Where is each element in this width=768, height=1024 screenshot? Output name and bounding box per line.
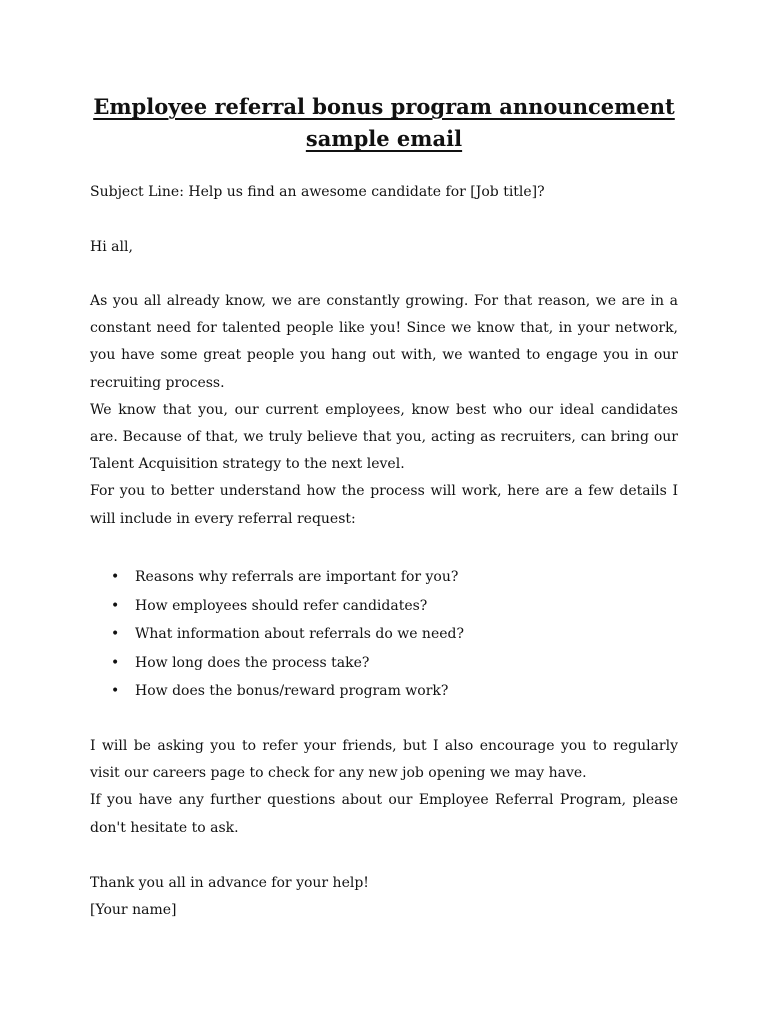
sign-off bbox=[90, 870, 678, 924]
bullet-icon: • bbox=[111, 654, 120, 671]
paragraph-3: For you to better understand how the process will work, here are a few details I will include in every referral request: bbox=[90, 483, 678, 527]
list-item bbox=[90, 620, 678, 649]
list-item bbox=[90, 563, 678, 592]
greeting: Hi all, bbox=[90, 239, 133, 255]
paragraph-1: As you all already know, we are constantly growing. For that reason, we are in a constant need for talented people like you! Since we know that, in your network, you have some great people you hang out with, we wanted to engage you in our recruiting process. bbox=[90, 293, 678, 391]
subject-line: Subject Line: Help us find an awesome candidate for [Job title]? bbox=[90, 184, 545, 200]
title-line-2: sample email bbox=[305, 126, 463, 151]
bullet-icon: • bbox=[111, 569, 120, 585]
thanks-line: Thank you all in advance for your help! bbox=[90, 875, 369, 891]
document-title bbox=[90, 91, 678, 155]
list-item-text: How long does the process take? bbox=[135, 654, 370, 671]
paragraph-2: We know that you, our current employees, know best who our ideal candidates are. Because of that, we truly believe that you, acting as recruiters, can bring our Talent Acquisition strategy to the next level. bbox=[90, 401, 678, 473]
title-line-1: Employee referral bonus program announcement bbox=[93, 94, 675, 119]
list-item bbox=[90, 649, 678, 678]
list-item-text: What information about referrals do we need? bbox=[135, 626, 464, 642]
bullet-icon: • bbox=[111, 683, 120, 699]
paragraph-4: I will be asking you to refer your friends, but I also encourage you to regularly visit our careers page to check for any new job opening we may have. bbox=[90, 738, 678, 782]
bullet-icon: • bbox=[111, 626, 120, 642]
details-list bbox=[90, 563, 678, 706]
signature: [Your name] bbox=[90, 902, 177, 919]
list-item-text: How does the bonus/reward program work? bbox=[135, 683, 449, 699]
list-item bbox=[90, 677, 678, 706]
closing-paragraphs bbox=[90, 733, 678, 842]
list-item-text: How employees should refer candidates? bbox=[135, 597, 428, 614]
bullet-icon: • bbox=[111, 597, 120, 614]
list-item-text: Reasons why referrals are important for you? bbox=[135, 569, 459, 585]
body-paragraphs bbox=[90, 288, 678, 533]
list-item bbox=[90, 592, 678, 621]
paragraph-5: If you have any further questions about our Employee Referral Program, please don't hesitate to ask. bbox=[90, 792, 678, 836]
